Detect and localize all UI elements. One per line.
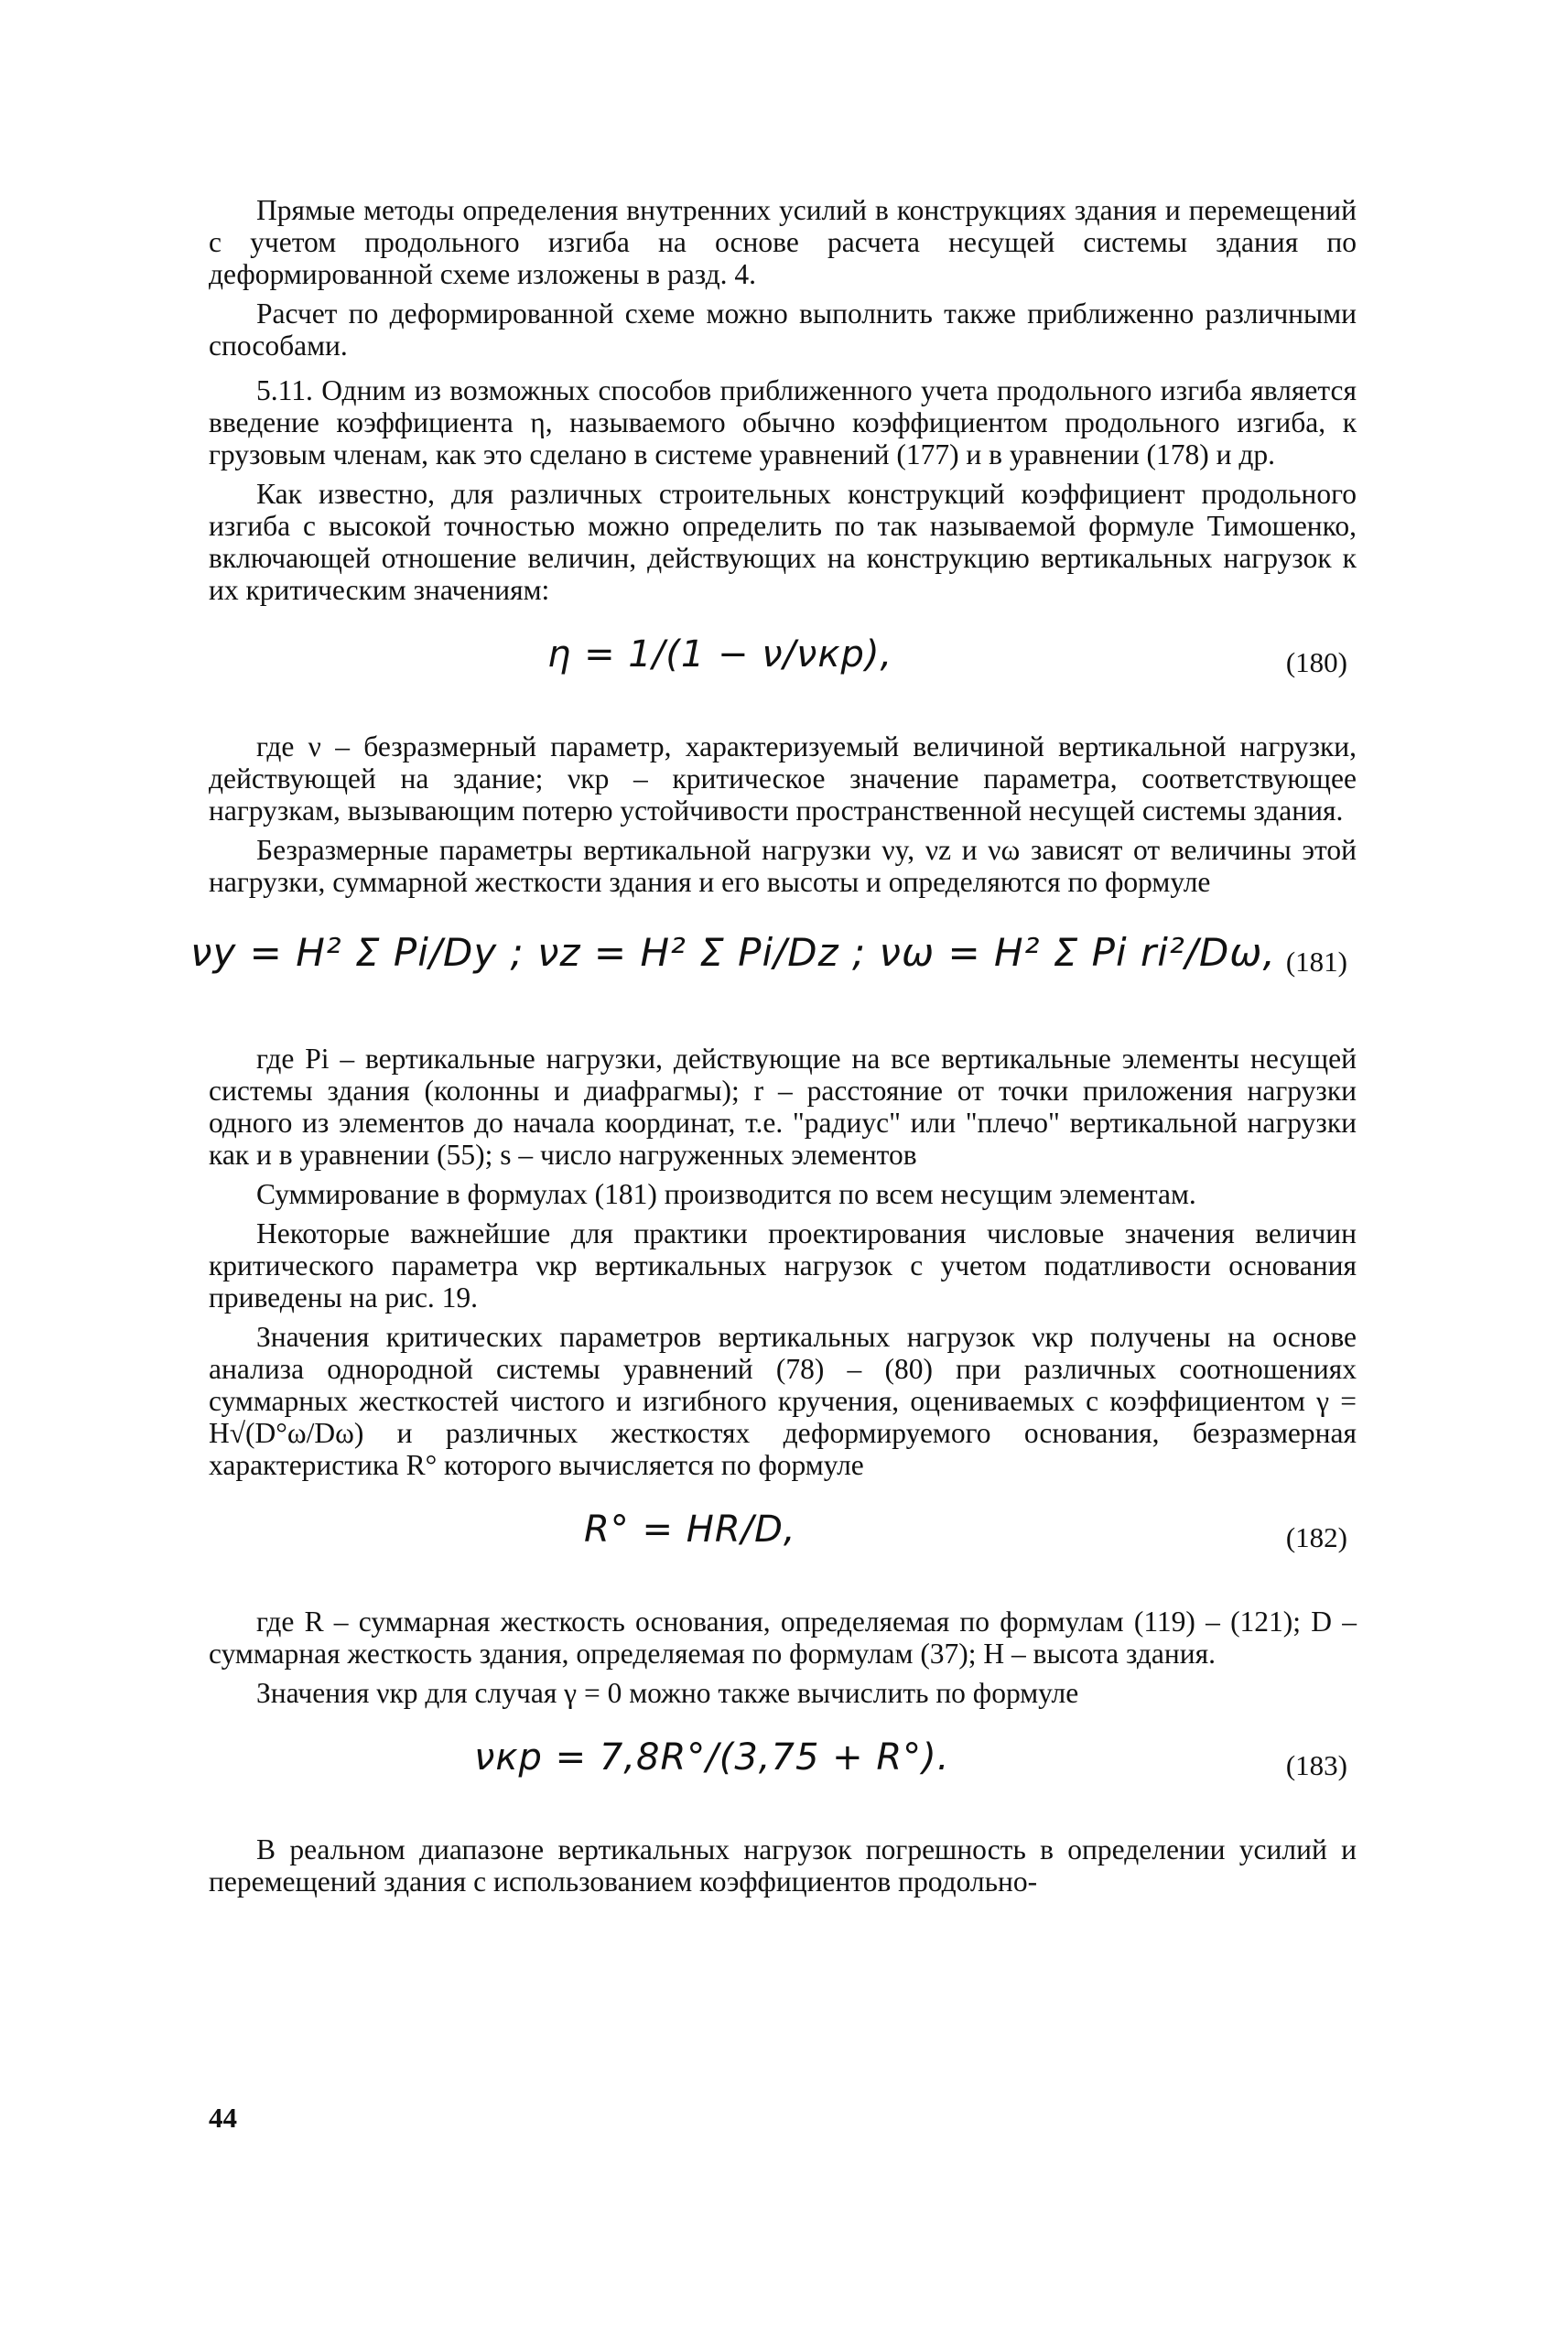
- page-number: 44: [209, 2102, 237, 2134]
- formula-number: (183): [1285, 1749, 1347, 1781]
- formula-expression: νy = H² Σ Pi/Dy ; νz = H² Σ Pi/Dz ; νω = H² Σ Pi ri²/Dω,: [190, 930, 1276, 975]
- formula-number: (180): [1285, 646, 1347, 678]
- paragraph: где ν – безразмерный параметр, характеризуемый величиной вертикальной нагрузки, действующей на здание; νкр – критическое значение параметра, соответствующее нагрузкам, вызывающим потерю устойчивости пространственной несущей системы здания.: [209, 730, 1357, 827]
- formula-expression: R° = HR/D,: [584, 1509, 796, 1551]
- paragraph: Расчет по деформированной схеме можно выполнить также приближенно различными способами.: [209, 297, 1357, 362]
- formula-182: [209, 1501, 1357, 1582]
- formula-expression: νкр = 7,8R°/(3,75 + R°).: [474, 1736, 950, 1779]
- paragraph: где Pi – вертикальные нагрузки, действующие на все вертикальные элементы несущей системы здания (колонны и диафрагмы); r – расстояние от точки приложения нагрузки одного из элементов до начала координат, т.е. "радиус" или "плечо" вертикальной нагрузки как и в уравнении (55); s – число нагруженных элементов: [209, 1043, 1357, 1171]
- paragraph: Суммирование в формулах (181) производится по всем несущим элементам.: [256, 1178, 1196, 1210]
- formula-expression: η = 1/(1 − ν/νкр),: [547, 633, 893, 676]
- section-paragraph: 5.11. Одним из возможных способов приближенного учета продольного изгиба является введение коэффициента η, называемого обычно коэффициентом продольного изгиба, к грузовым членам, как это сделано в системе уравнений (177) и в уравнении (178) и др.: [209, 374, 1357, 470]
- formula-number: (182): [1285, 1521, 1347, 1553]
- page-text-block: [190, 194, 1357, 1898]
- paragraph: Безразмерные параметры вертикальной нагрузки νy, νz и νω зависят от величины этой нагрузки, суммарной жесткости здания и его высоты и определяются по формуле: [209, 834, 1357, 898]
- paragraph: Как известно, для различных строительных конструкций коэффициент продольного изгиба с высокой точностью можно определить по так называемой формуле Тимошенко, включающей отношение величин, действующих на конструкцию вертикальных нагрузок к их критическим значениям:: [209, 478, 1357, 606]
- formula-180: [209, 626, 1357, 707]
- paragraph: В реальном диапазоне вертикальных нагрузок погрешность в определении усилий и перемещений здания с использованием коэффициентов продольно-: [209, 1833, 1357, 1898]
- formula-183: [209, 1729, 1357, 1810]
- paragraph: Некоторые важнейшие для практики проектирования числовые значения величин критического параметра νкр вертикальных нагрузок с учетом податливости основания приведены на рис. 19.: [209, 1217, 1357, 1314]
- paragraph: где R – суммарная жесткость основания, определяемая по формулам (119) – (121); D – суммарная жесткость здания, определяемая по формулам (37); H – высота здания.: [209, 1606, 1357, 1670]
- paragraph: Прямые методы определения внутренних усилий в конструкциях здания и перемещений с учетом продольного изгиба на основе расчета несущей системы здания по деформированной схеме изложены в разд. 4.: [209, 194, 1357, 290]
- formula-number: (181): [1285, 946, 1347, 978]
- paragraph: Значения νкр для случая γ = 0 можно также вычислить по формуле: [256, 1677, 1079, 1709]
- formula-181: [190, 918, 1357, 1019]
- paragraph: Значения критических параметров вертикальных нагрузок νкр получены на основе анализа однородной системы уравнений (78) – (80) при различных соотношениях суммарных жесткостей чистого и изгибного кручения, оцениваемых с коэффициентом γ = H√(D°ω/Dω) и различных жесткостях деформируемого основания, безразмерная характеристика R° которого вычисляется по формуле: [209, 1321, 1357, 1481]
